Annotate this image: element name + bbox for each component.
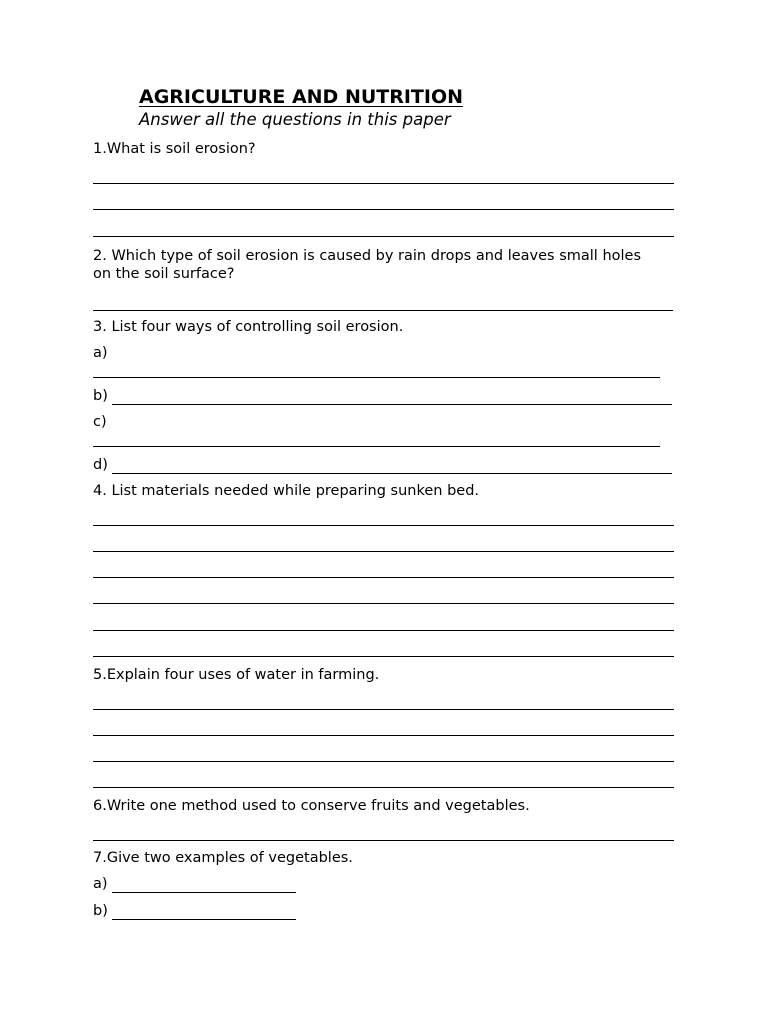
answer-line[interactable] <box>93 377 660 378</box>
answer-line[interactable] <box>93 656 674 657</box>
answer-line[interactable] <box>93 709 674 710</box>
question-6: 6.Write one method used to conserve fruits and vegetables. <box>93 798 530 814</box>
question-4: 4. List materials needed while preparing sunken bed. <box>93 483 480 499</box>
answer-line[interactable] <box>93 236 674 237</box>
question-3: 3. List four ways of controlling soil erosion. <box>93 319 404 335</box>
answer-line[interactable] <box>93 735 674 736</box>
answer-line[interactable] <box>93 603 674 604</box>
option-label-c: c) <box>93 414 107 430</box>
option-label-b: b) <box>93 903 108 919</box>
answer-line[interactable] <box>93 787 674 788</box>
option-label-d: d) <box>93 457 108 473</box>
option-label-b: b) <box>93 388 108 404</box>
question-7: 7.Give two examples of vegetables. <box>93 850 353 866</box>
option-label-a: a) <box>93 876 108 892</box>
answer-line[interactable] <box>93 183 674 184</box>
question-5: 5.Explain four uses of water in farming. <box>93 667 380 683</box>
answer-line[interactable] <box>93 310 673 311</box>
answer-line[interactable] <box>93 630 674 631</box>
answer-line[interactable] <box>93 446 660 447</box>
answer-line[interactable] <box>93 840 674 841</box>
answer-line[interactable] <box>112 404 672 405</box>
answer-line[interactable] <box>93 551 674 552</box>
answer-line[interactable] <box>93 525 674 526</box>
question-2: 2. Which type of soil erosion is caused by rain drops and leaves small holes on the soil surface? <box>93 248 642 282</box>
page-title: AGRICULTURE AND NUTRITION <box>139 86 464 108</box>
answer-line[interactable] <box>112 919 296 920</box>
answer-line[interactable] <box>112 473 672 474</box>
answer-line[interactable] <box>93 577 674 578</box>
answer-line[interactable] <box>93 209 674 210</box>
question-1: 1.What is soil erosion? <box>93 141 256 157</box>
option-label-a: a) <box>93 345 108 361</box>
answer-line[interactable] <box>93 761 674 762</box>
answer-line[interactable] <box>112 892 296 893</box>
instructions: Answer all the questions in this paper <box>139 110 451 129</box>
